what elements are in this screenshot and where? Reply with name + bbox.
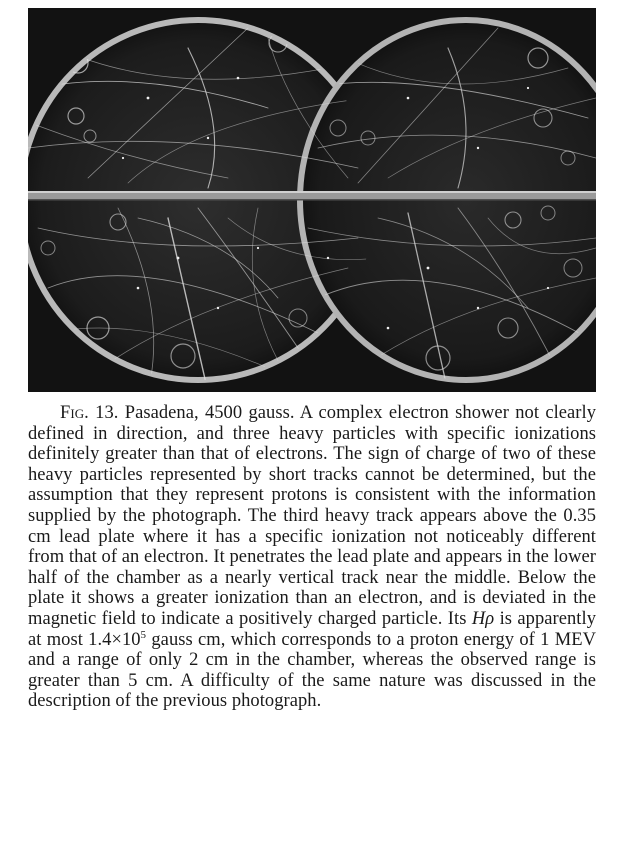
- figure-caption: [28, 403, 596, 712]
- caption-tail-text: gauss cm, which corresponds to a proton energy of 1 MEV and a range of only 2 cm in the chamber, whereas the observed range is greater than 5 cm. A difficulty of the same nature was discussed in the description of the previous photograph.: [28, 629, 596, 712]
- cloud-chamber-image: [28, 8, 596, 392]
- hrho-symbol: Hρ: [471, 608, 495, 629]
- caption-lead-text: Pasadena, 4500 gauss. A complex electron shower not clearly defined in direction, and three heavy particles with specific ionizations definitely greater than that of electrons. The sign of charge of two of these heavy particles represented by short tracks cannot be determined, but the assumption that they represent protons is consistent with the information supplied by the photograph. The third heavy track appears above the 0.35 cm lead plate where it has a specific ionization not noticeably different from that of an electron. It penetrates the lead plate and appears in the lower half of the chamber as a nearly vertical track near the middle. Below the plate it shows a greater ionization than an electron, and is deviated in the magnetic field to indicate a positively charged particle. Its: [28, 403, 596, 629]
- figure-label: Fig. 13.: [60, 403, 119, 423]
- hrho-value: is apparently at most 1.4×10: [28, 608, 596, 650]
- hrho-exponent: 5: [140, 628, 147, 641]
- cloud-chamber-photograph: [28, 8, 596, 392]
